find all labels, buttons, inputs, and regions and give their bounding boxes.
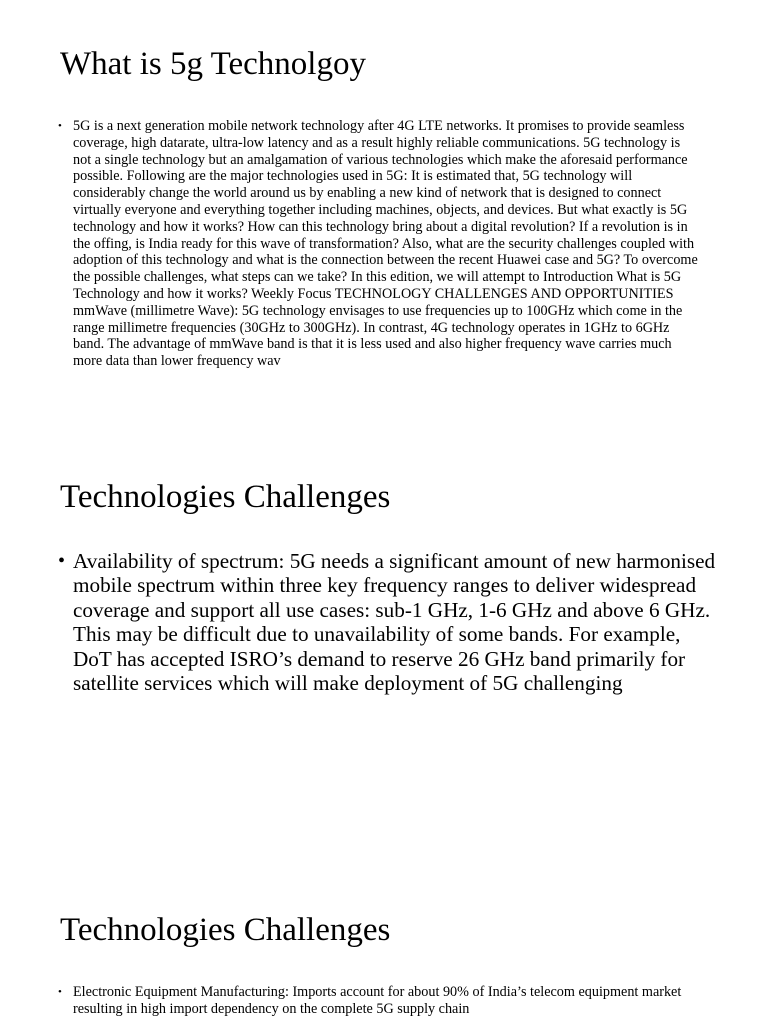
bullet-item — [58, 118, 698, 370]
slide-title: Technologies Challenges — [60, 912, 391, 948]
bullet-dot: • — [58, 986, 62, 998]
bullet-text: Availability of spectrum: 5G needs a significant amount of new harmonised mobile spectrum within three key frequency ranges to deliver widespread coverage and support all use cases: sub-1 GHz, 1-6 GHz and above 6 GHz. This may be difficult due to unavailability of some bands. For example, DoT has accepted ISRO’s demand to reserve 26 GHz band primarily for satellite services which will make deployment of 5G challenging — [73, 549, 716, 696]
bullet-item — [58, 984, 718, 1017]
slide-title: What is 5g Technolgoy — [60, 46, 366, 82]
bullet-item — [58, 549, 718, 695]
slide-title: Technologies Challenges — [60, 479, 391, 515]
slide-what-is-5g — [0, 0, 768, 400]
bullet-dot: • — [58, 550, 66, 572]
bullet-dot: • — [58, 120, 62, 132]
bullet-text: 5G is a next generation mobile network technology after 4G LTE networks. It promises to provide seamless coverage, high datarate, ultra-low latency and as a result highly reliable communications. 5G technology is not a single technology but an amalgamation of various technologies which make the aforesaid performance possible. Following are the major technologies used in 5G: It is estimated that, 5G technology will considerably change the world around us by enabling a new kind of network that is designed to connect virtually everyone and everything together including machines, objects, and devices. But what exactly is 5G technology and how it works? How can this technology bring about a digital revolution? If a revolution is in the offing, is India ready for this wave of transformation? Also, what are the security challenges coupled with adoption of this technology and what is the connection between the recent Huawei case and 5G? To overcome the possible challenges, what steps can we take? In this edition, we will attempt to Introduction What is 5G Technology and how it works? Weekly Focus TECHNOLOGY CHALLENGES AND OPPORTUNITIES mmWave (millimetre Wave): 5G technology envisages to use frequencies up to 100GHz which come in the range millimetre frequencies (30GHz to 300GHz). In contrast, 4G technology operates in 1GHz to 6GHz band. The advantage of mmWave band is that it is less used and also higher frequency wave carries much more data than lower frequency wav — [73, 118, 698, 370]
bullet-text: Electronic Equipment Manufacturing: Imports account for about 90% of India’s telecom equipment market resulting in high import dependency on the complete 5G supply chain — [73, 984, 682, 1017]
